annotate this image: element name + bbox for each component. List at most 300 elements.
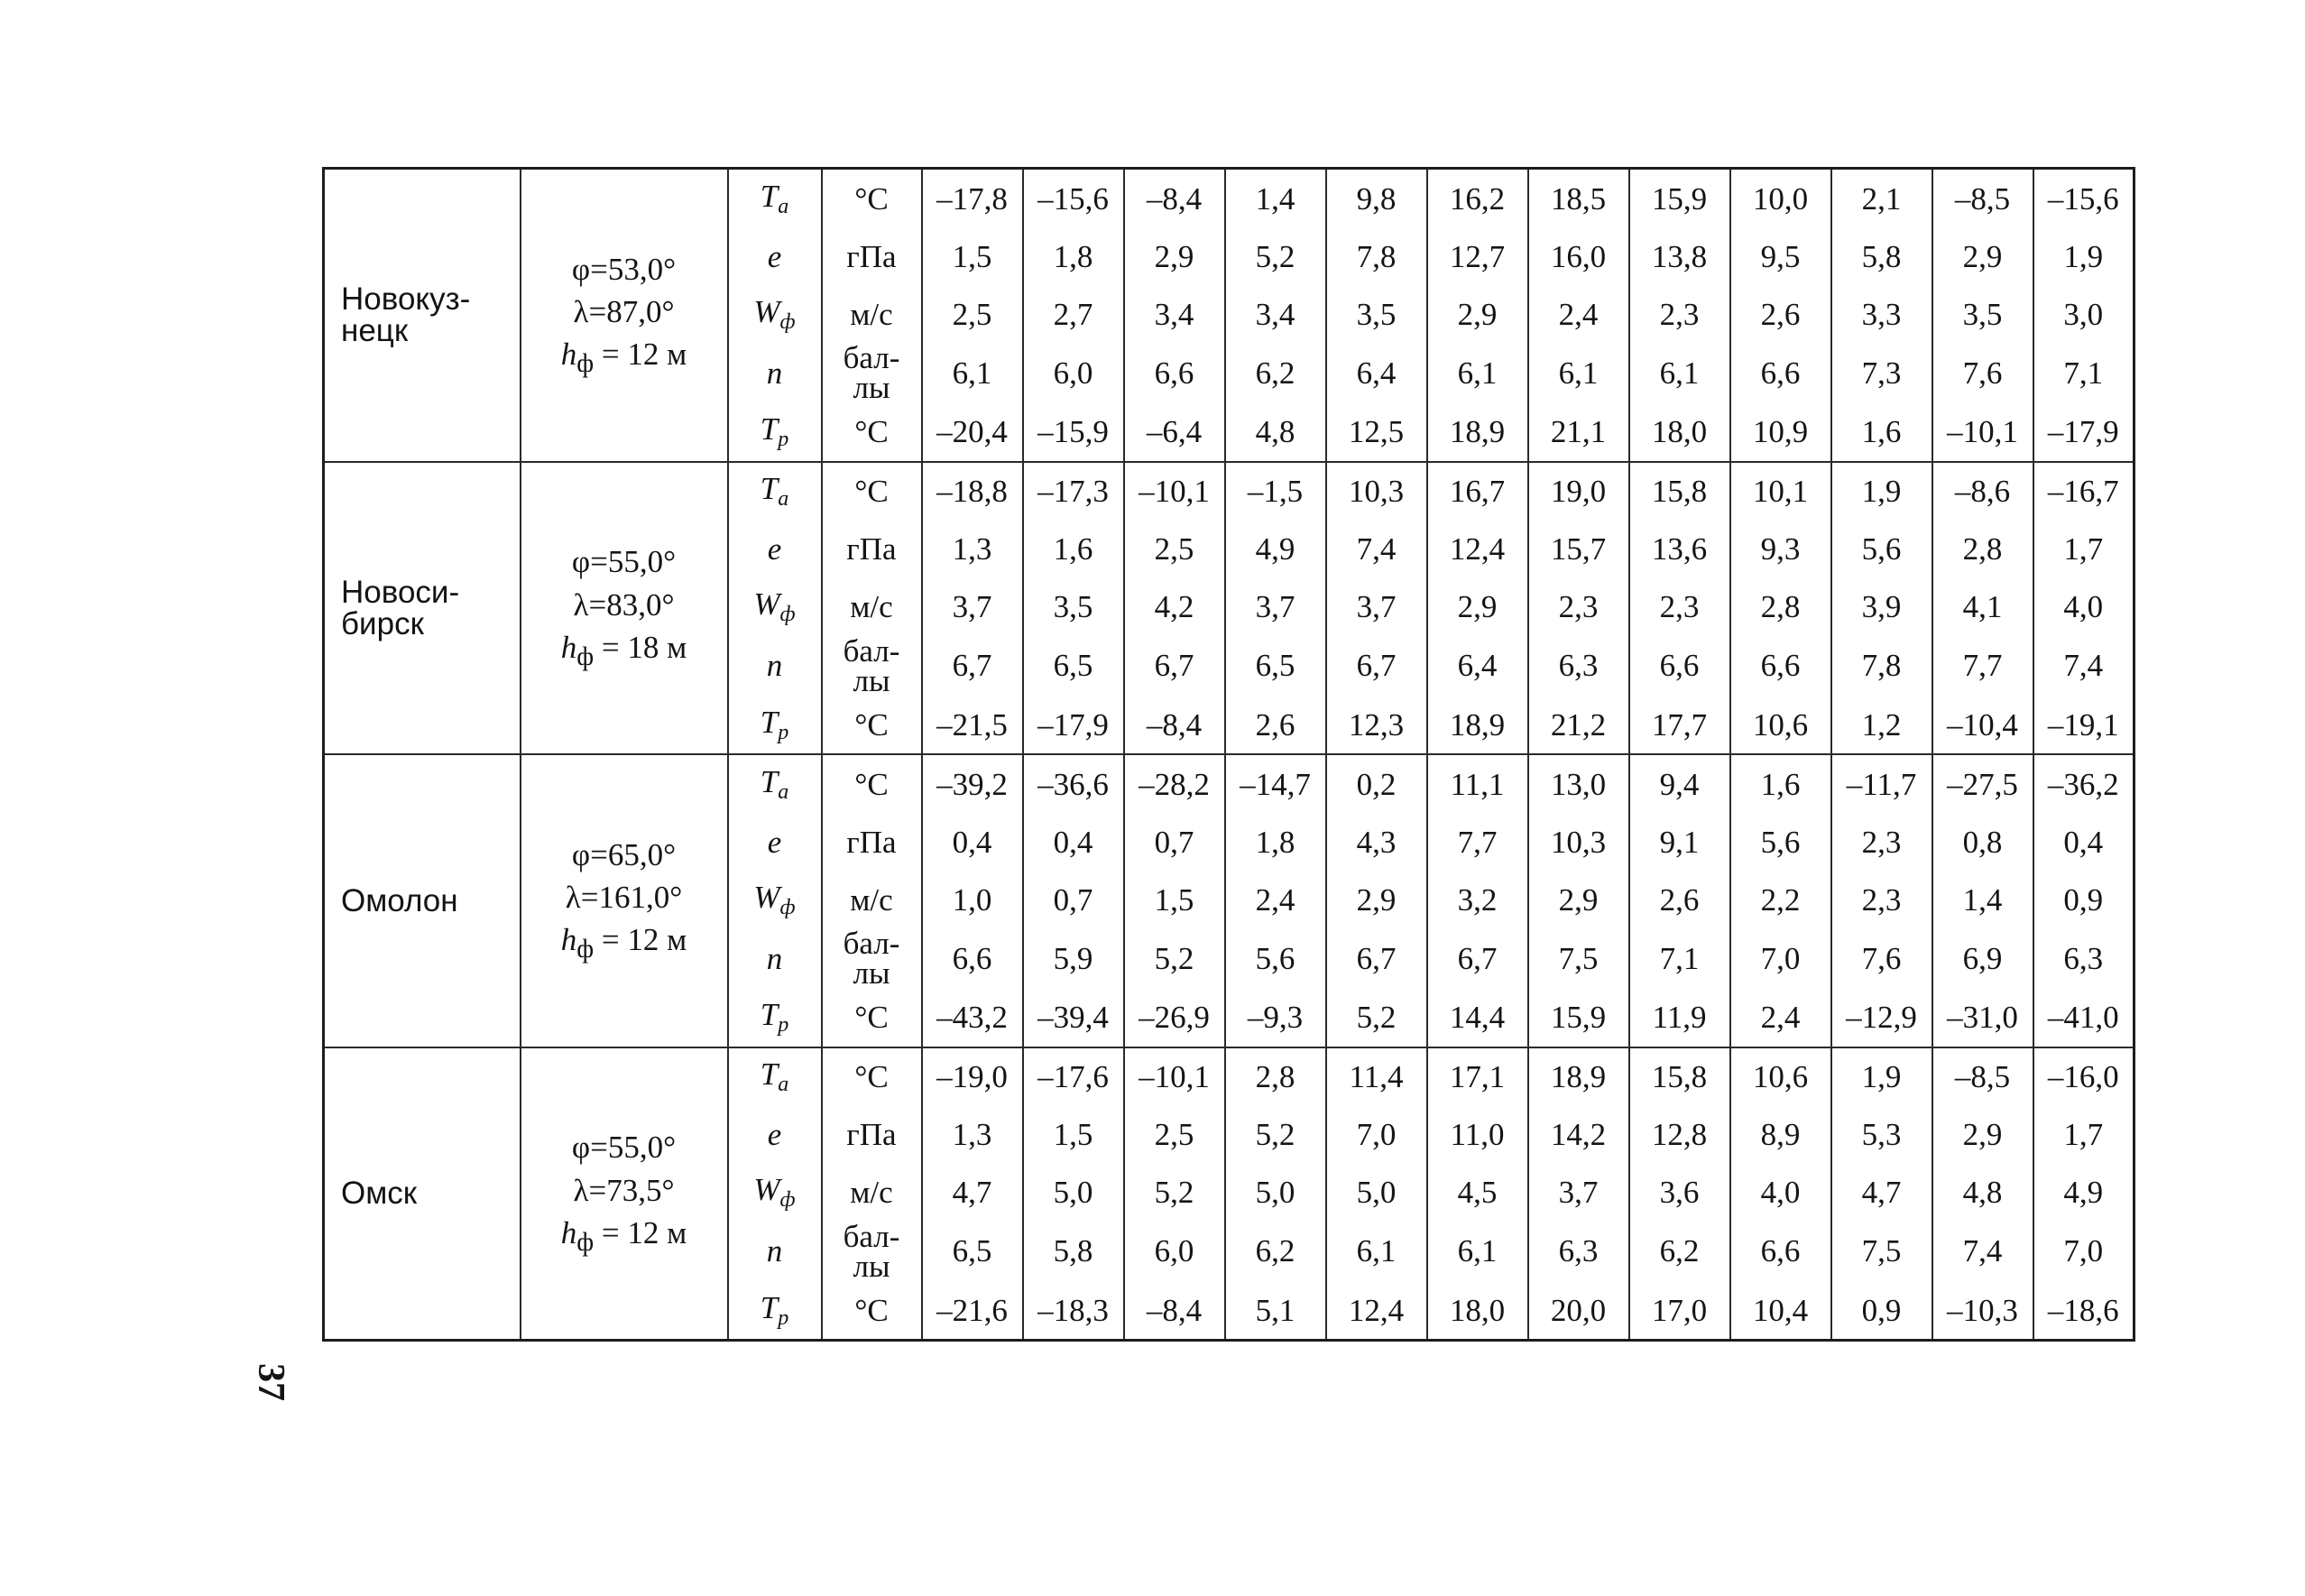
symbol-sub: ф — [779, 1188, 796, 1212]
value-cell-wind-speed: 2,9 — [1528, 871, 1629, 928]
value-cell-cloudiness: 7,8 — [1831, 636, 1932, 697]
param-symbol-soil-temp — [728, 696, 822, 754]
value-cell-vapor-pressure: 11,0 — [1427, 1106, 1528, 1164]
value-cell-cloudiness: 6,1 — [1629, 343, 1730, 403]
param-unit-soil-temp: °C — [822, 403, 922, 462]
value-cell-wind-speed: 2,4 — [1225, 871, 1326, 928]
station-height — [521, 918, 727, 967]
value-cell-wind-speed: 2,3 — [1831, 871, 1932, 928]
value-cell-soil-temp: 21,1 — [1528, 403, 1629, 462]
value-cell-wind-speed: 3,2 — [1427, 871, 1528, 928]
unit-line2: лы — [853, 955, 890, 992]
station-coords-cell — [521, 169, 728, 462]
value-cell-soil-temp: 17,7 — [1629, 696, 1730, 754]
station-name-line1: Омск — [341, 1176, 418, 1212]
value-cell-vapor-pressure: 7,0 — [1326, 1106, 1427, 1164]
param-unit-wind-speed: м/с — [822, 1164, 922, 1222]
param-symbol-soil-temp — [728, 989, 822, 1047]
value-cell-air-temp: 1,9 — [1831, 462, 1932, 521]
value-cell-cloudiness: 6,2 — [1629, 1222, 1730, 1282]
value-cell-cloudiness: 6,1 — [922, 343, 1023, 403]
latitude: φ=53,0° — [571, 251, 677, 287]
value-cell-air-temp: 10,0 — [1730, 169, 1831, 228]
value-cell-air-temp: 11,1 — [1427, 754, 1528, 813]
value-cell-soil-temp: –9,3 — [1225, 989, 1326, 1047]
value-cell-cloudiness: 7,0 — [1730, 928, 1831, 989]
value-cell-wind-speed: 4,0 — [2033, 578, 2134, 636]
table-body — [324, 169, 2134, 1341]
height-symbol-sub: ф — [576, 641, 595, 671]
value-cell-air-temp: –8,5 — [1932, 169, 2033, 228]
value-cell-wind-speed: 3,7 — [922, 578, 1023, 636]
value-cell-air-temp: –8,4 — [1124, 169, 1225, 228]
value-cell-wind-speed: 4,7 — [922, 1164, 1023, 1222]
value-cell-cloudiness: 6,7 — [922, 636, 1023, 697]
value-cell-wind-speed: 3,9 — [1831, 578, 1932, 636]
param-symbol-soil-temp — [728, 1281, 822, 1341]
station-coords-cell — [521, 1047, 728, 1341]
symbol-sub: ф — [779, 309, 796, 334]
symbol-sub: ф — [779, 603, 796, 626]
value-cell-vapor-pressure: 4,9 — [1225, 521, 1326, 578]
param-symbol-wind-speed — [728, 578, 822, 636]
value-cell-cloudiness: 6,7 — [1326, 636, 1427, 697]
value-cell-air-temp: 1,4 — [1225, 169, 1326, 228]
value-cell-air-temp: 2,1 — [1831, 169, 1932, 228]
value-cell-cloudiness: 6,0 — [1023, 343, 1124, 403]
table-row — [324, 169, 2134, 228]
value-cell-cloudiness: 7,1 — [1629, 928, 1730, 989]
height-value: = 12 м — [594, 922, 687, 958]
value-cell-wind-speed: 5,2 — [1124, 1164, 1225, 1222]
param-unit-vapor-pressure: гПа — [822, 227, 922, 285]
value-cell-air-temp: 16,2 — [1427, 169, 1528, 228]
value-cell-wind-speed: 1,4 — [1932, 871, 2033, 928]
value-cell-cloudiness: 7,3 — [1831, 343, 1932, 403]
value-cell-wind-speed: 2,6 — [1629, 871, 1730, 928]
height-symbol-sub: ф — [576, 349, 595, 379]
value-cell-air-temp: 15,8 — [1629, 462, 1730, 521]
value-cell-vapor-pressure: 16,0 — [1528, 227, 1629, 285]
symbol-sub: р — [778, 428, 789, 451]
value-cell-air-temp: –15,6 — [1023, 169, 1124, 228]
value-cell-air-temp: 1,6 — [1730, 754, 1831, 813]
symbol-sub: a — [778, 194, 789, 218]
value-cell-air-temp: 17,1 — [1427, 1047, 1528, 1106]
value-cell-vapor-pressure: 1,3 — [922, 521, 1023, 578]
value-cell-soil-temp: 10,4 — [1730, 1281, 1831, 1341]
unit-line1: бал- — [843, 1218, 900, 1254]
value-cell-cloudiness: 7,5 — [1831, 1222, 1932, 1282]
value-cell-soil-temp: –39,4 — [1023, 989, 1124, 1047]
param-symbol-wind-speed — [728, 285, 822, 343]
value-cell-cloudiness: 6,3 — [1528, 1222, 1629, 1282]
value-cell-air-temp: –14,7 — [1225, 754, 1326, 813]
value-cell-wind-speed: 2,8 — [1730, 578, 1831, 636]
longitude: λ=87,0° — [573, 294, 675, 330]
value-cell-wind-speed: 3,5 — [1932, 285, 2033, 343]
page-number: 37 — [250, 1363, 291, 1401]
value-cell-vapor-pressure: 1,5 — [922, 227, 1023, 285]
value-cell-cloudiness: 7,0 — [2033, 1222, 2134, 1282]
value-cell-cloudiness: 6,6 — [922, 928, 1023, 989]
symbol-sub: a — [778, 780, 789, 804]
value-cell-wind-speed: 1,5 — [1124, 871, 1225, 928]
value-cell-vapor-pressure: 12,7 — [1427, 227, 1528, 285]
value-cell-cloudiness: 5,8 — [1023, 1222, 1124, 1282]
value-cell-cloudiness: 6,6 — [1730, 343, 1831, 403]
value-cell-cloudiness: 6,9 — [1932, 928, 2033, 989]
param-unit-cloudiness — [822, 632, 922, 698]
height-symbol: h — [560, 337, 577, 373]
value-cell-vapor-pressure: 1,9 — [2033, 227, 2134, 285]
value-cell-wind-speed: 2,3 — [1629, 578, 1730, 636]
value-cell-cloudiness: 6,6 — [1730, 1222, 1831, 1282]
value-cell-wind-speed: 3,5 — [1023, 578, 1124, 636]
value-cell-cloudiness: 5,2 — [1124, 928, 1225, 989]
value-cell-cloudiness: 5,9 — [1023, 928, 1124, 989]
value-cell-air-temp: –10,1 — [1124, 462, 1225, 521]
value-cell-cloudiness: 6,7 — [1427, 928, 1528, 989]
value-cell-wind-speed: 4,9 — [2033, 1164, 2134, 1222]
height-symbol-sub: ф — [576, 935, 595, 964]
symbol-base: e — [767, 238, 782, 274]
value-cell-soil-temp: 12,3 — [1326, 696, 1427, 754]
value-cell-wind-speed: 2,5 — [922, 285, 1023, 343]
value-cell-air-temp: 9,4 — [1629, 754, 1730, 813]
value-cell-soil-temp: 17,0 — [1629, 1281, 1730, 1341]
value-cell-wind-speed: 2,2 — [1730, 871, 1831, 928]
unit-line1: бал- — [843, 926, 900, 961]
value-cell-soil-temp: –31,0 — [1932, 989, 2033, 1047]
value-cell-vapor-pressure: 5,6 — [1831, 521, 1932, 578]
unit-line1: бал- — [843, 340, 900, 375]
value-cell-air-temp: –8,5 — [1932, 1047, 2033, 1106]
value-cell-vapor-pressure: 0,7 — [1124, 813, 1225, 871]
param-unit-soil-temp: °C — [822, 989, 922, 1047]
value-cell-air-temp: –15,6 — [2033, 169, 2134, 228]
longitude: λ=73,5° — [573, 1172, 675, 1208]
value-cell-wind-speed: 4,8 — [1932, 1164, 2033, 1222]
value-cell-air-temp: –27,5 — [1932, 754, 2033, 813]
value-cell-cloudiness: 7,4 — [2033, 636, 2134, 697]
symbol-sub: a — [778, 1073, 789, 1096]
symbol-base: T — [760, 997, 779, 1032]
unit-line2: лы — [853, 1248, 890, 1284]
climate-table — [322, 167, 2135, 1342]
value-cell-wind-speed: 3,7 — [1326, 578, 1427, 636]
value-cell-wind-speed: 4,1 — [1932, 578, 2033, 636]
value-cell-wind-speed: 2,3 — [1528, 578, 1629, 636]
value-cell-vapor-pressure: 2,5 — [1124, 1106, 1225, 1164]
climate-table-container — [322, 167, 2135, 1342]
symbol-sub: р — [778, 720, 789, 744]
param-unit-wind-speed: м/с — [822, 285, 922, 343]
param-unit-cloudiness — [822, 340, 922, 406]
value-cell-wind-speed: 3,5 — [1326, 285, 1427, 343]
value-cell-air-temp: –1,5 — [1225, 462, 1326, 521]
value-cell-wind-speed: 2,7 — [1023, 285, 1124, 343]
param-unit-vapor-pressure: гПа — [822, 813, 922, 871]
value-cell-wind-speed: 2,9 — [1427, 578, 1528, 636]
symbol-sub: a — [778, 487, 789, 511]
param-symbol-wind-speed — [728, 1164, 822, 1222]
longitude: λ=83,0° — [573, 586, 675, 623]
param-unit-wind-speed: м/с — [822, 578, 922, 636]
value-cell-soil-temp: –21,6 — [922, 1281, 1023, 1341]
symbol-base: e — [767, 824, 782, 860]
symbol-base: W — [753, 1172, 780, 1207]
param-symbol-vapor-pressure — [728, 813, 822, 871]
value-cell-soil-temp: –21,5 — [922, 696, 1023, 754]
value-cell-soil-temp: –12,9 — [1831, 989, 1932, 1047]
station-coords-cell — [521, 754, 728, 1047]
value-cell-vapor-pressure: 5,6 — [1730, 813, 1831, 871]
value-cell-cloudiness: 6,5 — [1023, 636, 1124, 697]
symbol-base: W — [753, 879, 780, 915]
value-cell-air-temp: 18,9 — [1528, 1047, 1629, 1106]
value-cell-soil-temp: –18,3 — [1023, 1281, 1124, 1341]
value-cell-wind-speed: 3,4 — [1124, 285, 1225, 343]
value-cell-air-temp: –39,2 — [922, 754, 1023, 813]
symbol-base: T — [760, 178, 779, 214]
value-cell-wind-speed: 2,3 — [1629, 285, 1730, 343]
value-cell-wind-speed: 2,9 — [1427, 285, 1528, 343]
value-cell-air-temp: –16,0 — [2033, 1047, 2134, 1106]
param-symbol-air-temp — [728, 462, 822, 521]
height-symbol: h — [560, 629, 577, 665]
height-value: = 12 м — [594, 1214, 687, 1250]
value-cell-vapor-pressure: 1,7 — [2033, 1106, 2134, 1164]
value-cell-cloudiness: 6,4 — [1427, 636, 1528, 697]
value-cell-cloudiness: 6,1 — [1528, 343, 1629, 403]
value-cell-wind-speed: 4,5 — [1427, 1164, 1528, 1222]
value-cell-air-temp: –17,8 — [922, 169, 1023, 228]
value-cell-soil-temp: –19,1 — [2033, 696, 2134, 754]
value-cell-cloudiness: 6,1 — [1427, 343, 1528, 403]
value-cell-vapor-pressure: 0,4 — [1023, 813, 1124, 871]
value-cell-vapor-pressure: 13,8 — [1629, 227, 1730, 285]
value-cell-vapor-pressure: 0,4 — [922, 813, 1023, 871]
value-cell-vapor-pressure: 2,9 — [1124, 227, 1225, 285]
value-cell-wind-speed: 3,7 — [1225, 578, 1326, 636]
symbol-base: T — [760, 471, 779, 506]
value-cell-soil-temp: –10,4 — [1932, 696, 2033, 754]
param-unit-cloudiness — [822, 1218, 922, 1284]
value-cell-vapor-pressure: 5,2 — [1225, 227, 1326, 285]
param-symbol-air-temp — [728, 754, 822, 813]
param-symbol-soil-temp — [728, 403, 822, 462]
symbol-base: W — [753, 586, 780, 622]
value-cell-soil-temp: 5,2 — [1326, 989, 1427, 1047]
value-cell-soil-temp: –15,9 — [1023, 403, 1124, 462]
value-cell-vapor-pressure: 1,8 — [1023, 227, 1124, 285]
value-cell-wind-speed: 2,4 — [1528, 285, 1629, 343]
value-cell-air-temp: –16,7 — [2033, 462, 2134, 521]
value-cell-air-temp: –36,2 — [2033, 754, 2134, 813]
value-cell-vapor-pressure: 9,5 — [1730, 227, 1831, 285]
station-name-cell — [324, 1047, 521, 1341]
value-cell-wind-speed: 3,0 — [2033, 285, 2134, 343]
value-cell-air-temp: 18,5 — [1528, 169, 1629, 228]
value-cell-wind-speed: 5,0 — [1326, 1164, 1427, 1222]
symbol-base: n — [766, 940, 783, 976]
value-cell-soil-temp: 0,9 — [1831, 1281, 1932, 1341]
station-name-line1: Новокуз- — [341, 281, 471, 318]
value-cell-wind-speed: 3,4 — [1225, 285, 1326, 343]
value-cell-air-temp: –10,1 — [1124, 1047, 1225, 1106]
value-cell-air-temp: 15,8 — [1629, 1047, 1730, 1106]
value-cell-wind-speed: 5,0 — [1023, 1164, 1124, 1222]
value-cell-soil-temp: –43,2 — [922, 989, 1023, 1047]
value-cell-soil-temp: –8,4 — [1124, 696, 1225, 754]
value-cell-air-temp: 10,6 — [1730, 1047, 1831, 1106]
value-cell-soil-temp: 12,5 — [1326, 403, 1427, 462]
symbol-base: n — [766, 1233, 783, 1269]
value-cell-soil-temp: –10,1 — [1932, 403, 2033, 462]
latitude: φ=65,0° — [571, 836, 677, 872]
value-cell-air-temp: –8,6 — [1932, 462, 2033, 521]
value-cell-wind-speed: 0,9 — [2033, 871, 2134, 928]
symbol-base: W — [753, 293, 780, 329]
value-cell-cloudiness: 6,1 — [1326, 1222, 1427, 1282]
value-cell-cloudiness: 6,6 — [1629, 636, 1730, 697]
symbol-base: T — [760, 411, 779, 447]
value-cell-air-temp: 0,2 — [1326, 754, 1427, 813]
table-row — [324, 754, 2134, 813]
value-cell-soil-temp: 18,9 — [1427, 696, 1528, 754]
param-unit-soil-temp: °C — [822, 1281, 922, 1341]
value-cell-soil-temp: 2,4 — [1730, 989, 1831, 1047]
value-cell-soil-temp: 4,8 — [1225, 403, 1326, 462]
param-symbol-cloudiness — [728, 343, 822, 403]
param-unit-air-temp: °C — [822, 169, 922, 228]
unit-line2: лы — [853, 662, 890, 698]
value-cell-vapor-pressure: 2,9 — [1932, 1106, 2033, 1164]
value-cell-vapor-pressure: 2,3 — [1831, 813, 1932, 871]
station-name-cell — [324, 462, 521, 755]
symbol-base: e — [767, 531, 782, 567]
value-cell-air-temp: –17,3 — [1023, 462, 1124, 521]
unit-line2: лы — [853, 370, 890, 406]
station-name-line2: нецк — [341, 313, 409, 349]
value-cell-wind-speed: 2,6 — [1730, 285, 1831, 343]
value-cell-vapor-pressure: 13,6 — [1629, 521, 1730, 578]
height-value: = 18 м — [594, 629, 687, 665]
station-name-line2: бирск — [341, 605, 424, 641]
value-cell-vapor-pressure: 5,3 — [1831, 1106, 1932, 1164]
value-cell-cloudiness: 6,1 — [1427, 1222, 1528, 1282]
value-cell-wind-speed: 3,6 — [1629, 1164, 1730, 1222]
value-cell-cloudiness: 6,5 — [922, 1222, 1023, 1282]
value-cell-wind-speed: 3,3 — [1831, 285, 1932, 343]
param-unit-air-temp: °C — [822, 754, 922, 813]
symbol-base: T — [760, 763, 779, 799]
value-cell-wind-speed: 0,7 — [1023, 871, 1124, 928]
value-cell-vapor-pressure: 2,5 — [1124, 521, 1225, 578]
value-cell-soil-temp: 21,2 — [1528, 696, 1629, 754]
value-cell-soil-temp: –41,0 — [2033, 989, 2134, 1047]
station-height — [521, 333, 727, 382]
symbol-sub: р — [778, 1013, 789, 1037]
value-cell-vapor-pressure: 12,4 — [1427, 521, 1528, 578]
height-value: = 12 м — [594, 337, 687, 373]
value-cell-vapor-pressure: 5,2 — [1225, 1106, 1326, 1164]
value-cell-vapor-pressure: 1,6 — [1023, 521, 1124, 578]
value-cell-soil-temp: 18,0 — [1629, 403, 1730, 462]
value-cell-vapor-pressure: 1,7 — [2033, 521, 2134, 578]
value-cell-cloudiness: 7,6 — [1932, 343, 2033, 403]
symbol-base: n — [766, 648, 783, 684]
value-cell-cloudiness: 7,6 — [1831, 928, 1932, 989]
param-unit-vapor-pressure: гПа — [822, 1106, 922, 1164]
value-cell-soil-temp: 15,9 — [1528, 989, 1629, 1047]
value-cell-cloudiness: 6,3 — [1528, 636, 1629, 697]
value-cell-cloudiness: 7,5 — [1528, 928, 1629, 989]
value-cell-soil-temp: 1,6 — [1831, 403, 1932, 462]
param-symbol-cloudiness — [728, 928, 822, 989]
value-cell-vapor-pressure: 1,8 — [1225, 813, 1326, 871]
value-cell-wind-speed: 4,0 — [1730, 1164, 1831, 1222]
height-symbol: h — [560, 922, 577, 958]
value-cell-air-temp: 11,4 — [1326, 1047, 1427, 1106]
value-cell-cloudiness: 7,4 — [1932, 1222, 2033, 1282]
value-cell-vapor-pressure: 0,8 — [1932, 813, 2033, 871]
unit-line1: бал- — [843, 632, 900, 669]
value-cell-cloudiness: 5,6 — [1225, 928, 1326, 989]
value-cell-cloudiness: 6,2 — [1225, 1222, 1326, 1282]
value-cell-vapor-pressure: 9,1 — [1629, 813, 1730, 871]
value-cell-soil-temp: –6,4 — [1124, 403, 1225, 462]
value-cell-air-temp: 10,1 — [1730, 462, 1831, 521]
value-cell-soil-temp: –26,9 — [1124, 989, 1225, 1047]
param-symbol-vapor-pressure — [728, 1106, 822, 1164]
symbol-base: e — [767, 1117, 782, 1152]
station-name-line1: Омолон — [341, 882, 458, 918]
value-cell-soil-temp: –8,4 — [1124, 1281, 1225, 1341]
value-cell-vapor-pressure: 1,5 — [1023, 1106, 1124, 1164]
value-cell-cloudiness: 7,1 — [2033, 343, 2134, 403]
value-cell-wind-speed: 5,0 — [1225, 1164, 1326, 1222]
value-cell-soil-temp: –17,9 — [1023, 696, 1124, 754]
value-cell-cloudiness: 6,7 — [1124, 636, 1225, 697]
param-symbol-vapor-pressure — [728, 521, 822, 578]
height-symbol: h — [560, 1214, 577, 1250]
value-cell-vapor-pressure: 9,3 — [1730, 521, 1831, 578]
table-row — [324, 462, 2134, 521]
param-unit-soil-temp: °C — [822, 696, 922, 754]
symbol-base: n — [766, 355, 783, 391]
latitude: φ=55,0° — [571, 1130, 677, 1166]
value-cell-soil-temp: –10,3 — [1932, 1281, 2033, 1341]
value-cell-soil-temp: 10,9 — [1730, 403, 1831, 462]
value-cell-vapor-pressure: 7,8 — [1326, 227, 1427, 285]
param-symbol-air-temp — [728, 169, 822, 228]
param-symbol-vapor-pressure — [728, 227, 822, 285]
value-cell-cloudiness: 6,6 — [1730, 636, 1831, 697]
value-cell-soil-temp: 18,9 — [1427, 403, 1528, 462]
value-cell-soil-temp: 2,6 — [1225, 696, 1326, 754]
symbol-sub: ф — [779, 895, 796, 919]
value-cell-soil-temp: 10,6 — [1730, 696, 1831, 754]
value-cell-vapor-pressure: 5,8 — [1831, 227, 1932, 285]
value-cell-air-temp: 9,8 — [1326, 169, 1427, 228]
value-cell-air-temp: 10,3 — [1326, 462, 1427, 521]
value-cell-air-temp: 16,7 — [1427, 462, 1528, 521]
value-cell-air-temp: –11,7 — [1831, 754, 1932, 813]
value-cell-soil-temp: 20,0 — [1528, 1281, 1629, 1341]
station-name-cell — [324, 169, 521, 462]
